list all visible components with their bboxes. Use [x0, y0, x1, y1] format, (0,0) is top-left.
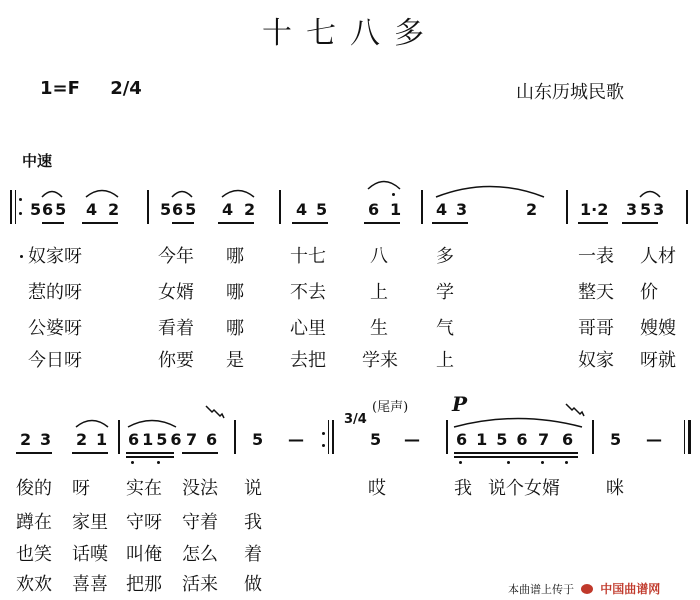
lyric: 看着 [158, 318, 194, 339]
lyric: 也笑 [16, 544, 52, 565]
lyric: 着 [244, 544, 262, 565]
beam [72, 452, 108, 454]
lyric: 一表 [578, 246, 614, 267]
lyric: 人材 [640, 246, 676, 267]
lyric: 说 [244, 478, 262, 499]
lyric: 欢欢 [16, 574, 52, 595]
low-octave-dot [459, 461, 462, 464]
lyric: 今年 [158, 246, 194, 267]
lyric: 价 [640, 282, 658, 303]
watermark [508, 578, 660, 597]
note: 4 [86, 200, 98, 219]
low-octave-dot [507, 461, 510, 464]
note: 2 [108, 200, 120, 219]
note: 7 [538, 430, 550, 449]
repeat-start-barline [10, 190, 12, 224]
lyric: 我 [244, 512, 262, 533]
lyric: 去把 [290, 350, 326, 371]
repeat-dot [322, 432, 325, 435]
key-signature-value: 1=F [40, 78, 80, 99]
lyric: 嫂嫂 [640, 318, 676, 339]
barline [118, 420, 120, 454]
note: 65 [42, 200, 69, 219]
note: — [288, 430, 304, 449]
note: 5 [370, 430, 382, 449]
lyric: 咪 [606, 478, 624, 499]
low-octave-dot [541, 461, 544, 464]
lyric: 惹的呀 [28, 282, 82, 303]
note: 5 [30, 200, 42, 219]
final-thin-barline [684, 420, 685, 454]
lyric: 守着 [182, 512, 218, 533]
beam [292, 222, 328, 224]
lyric: 俊的 [16, 478, 52, 499]
final-barline [688, 420, 691, 454]
note: 1·2 [580, 200, 609, 219]
beam [454, 452, 578, 454]
lyric: 十七 [290, 246, 326, 267]
beam [82, 222, 118, 224]
tempo-marking: 中速 [22, 152, 53, 170]
beam [218, 222, 254, 224]
note: 5 [316, 200, 328, 219]
lyric: 上 [370, 282, 388, 303]
coda-time-signature: 3/4 [344, 412, 367, 427]
note: 2 [526, 200, 538, 219]
slur [366, 176, 402, 190]
mordent-mark [564, 402, 586, 422]
lyric: 奴家呀 [28, 246, 82, 267]
key-signature [40, 78, 142, 99]
note: 4 [296, 200, 308, 219]
slur [638, 186, 662, 198]
note: 5 [610, 430, 622, 449]
repeat-dot [322, 444, 325, 447]
repeat-dot [19, 198, 22, 201]
repeat-start-thin-barline [15, 190, 16, 224]
repeat-end-barline [332, 420, 334, 454]
low-octave-dot [565, 461, 568, 464]
note: 2 [244, 200, 256, 219]
lyric: 不去 [290, 282, 326, 303]
note: 5 [252, 430, 264, 449]
low-octave-dot [131, 461, 134, 464]
verse-marker-dot [20, 255, 23, 258]
barline [421, 190, 423, 224]
note: 6156 [456, 430, 537, 449]
beam [182, 452, 218, 454]
lyric: 多 [436, 246, 454, 267]
lyric: 上 [436, 350, 454, 371]
lyric: 气 [436, 318, 454, 339]
lyric: 哪 [226, 246, 244, 267]
lyric: 心里 [290, 318, 326, 339]
watermark-text: 本曲谱上传于 [508, 583, 574, 596]
beam [578, 222, 608, 224]
beam [42, 222, 64, 224]
lyric: 没法 [182, 478, 218, 499]
repeat-end-thin-barline [328, 420, 329, 454]
lyric: 哪 [226, 318, 244, 339]
repeat-dot [19, 212, 22, 215]
beam [454, 456, 578, 458]
note: 2 [76, 430, 88, 449]
slur [170, 186, 194, 198]
barline [234, 420, 236, 454]
dynamic-marking: P [452, 392, 468, 416]
coda-label: (尾声) [372, 400, 409, 415]
note: 65 [172, 200, 199, 219]
beam [172, 222, 194, 224]
barline [147, 190, 149, 224]
note: 6156 [128, 430, 185, 449]
slur [126, 416, 178, 428]
slur [40, 186, 64, 198]
note: — [404, 430, 420, 449]
watermark-logo: 中国曲谱网 [600, 582, 661, 596]
lyric: 奴家 [578, 350, 614, 371]
lyric: 学 [436, 282, 454, 303]
lyric: 叫俺 [126, 544, 162, 565]
beam [126, 452, 174, 454]
note: 6 [368, 200, 380, 219]
barline [279, 190, 281, 224]
lyric: 呀 [72, 478, 90, 499]
lyric: 蹲在 [16, 512, 52, 533]
beam [126, 456, 174, 458]
beam [364, 222, 400, 224]
note: 3 [626, 200, 638, 219]
slur [220, 186, 256, 198]
note: 4 [222, 200, 234, 219]
mordent-mark [204, 404, 226, 424]
note: 3 [456, 200, 468, 219]
lyric: 女婿 [158, 282, 194, 303]
beam [432, 222, 468, 224]
note: 6 [206, 430, 218, 449]
lyric: 怎么 [182, 544, 218, 565]
note: 5 [160, 200, 172, 219]
lyric: 整天 [578, 282, 614, 303]
lyric: 活来 [182, 574, 218, 595]
lyric: 公婆呀 [28, 318, 82, 339]
note: 7 [186, 430, 198, 449]
song-title: 十七八多 [262, 16, 438, 51]
lyric: 哪 [226, 282, 244, 303]
low-octave-dot [157, 461, 160, 464]
lyric: 实在 [126, 478, 162, 499]
lyric: 做 [244, 574, 262, 595]
lyric: 家里 [72, 512, 108, 533]
note: 2 [20, 430, 32, 449]
lyric: 是 [226, 350, 244, 371]
lyric: 学来 [362, 350, 398, 371]
lyric: 说个女婿 [488, 478, 560, 499]
barline [566, 190, 568, 224]
note: 53 [640, 200, 667, 219]
note: 1 [390, 200, 402, 219]
lyric: 八 [370, 246, 388, 267]
song-origin: 山东历城民歌 [516, 82, 624, 103]
time-signature: 2/4 [110, 78, 142, 99]
lyric: 你要 [158, 350, 194, 371]
barline [686, 190, 688, 224]
lyric: 哎 [368, 478, 386, 499]
lyric: 哥哥 [578, 318, 614, 339]
lyric: 呀就 [640, 350, 676, 371]
slur [84, 186, 120, 198]
note: 6 [562, 430, 574, 449]
beam [622, 222, 658, 224]
slur [74, 416, 110, 428]
note: 1 [96, 430, 108, 449]
lyric: 守呀 [126, 512, 162, 533]
beam [16, 452, 52, 454]
lyric: 把那 [126, 574, 162, 595]
lyric: 今日呀 [28, 350, 82, 371]
note: 4 [436, 200, 448, 219]
lyric: 生 [370, 318, 388, 339]
note: — [646, 430, 662, 449]
note: 3 [40, 430, 52, 449]
barline [592, 420, 594, 454]
barline [446, 420, 448, 454]
lyric: 话嘆 [72, 544, 108, 565]
lyric: 喜喜 [72, 574, 108, 595]
lyric: 我 [454, 478, 472, 499]
slur [434, 182, 546, 198]
high-octave-dot [392, 193, 395, 196]
site-logo-icon [581, 584, 593, 594]
